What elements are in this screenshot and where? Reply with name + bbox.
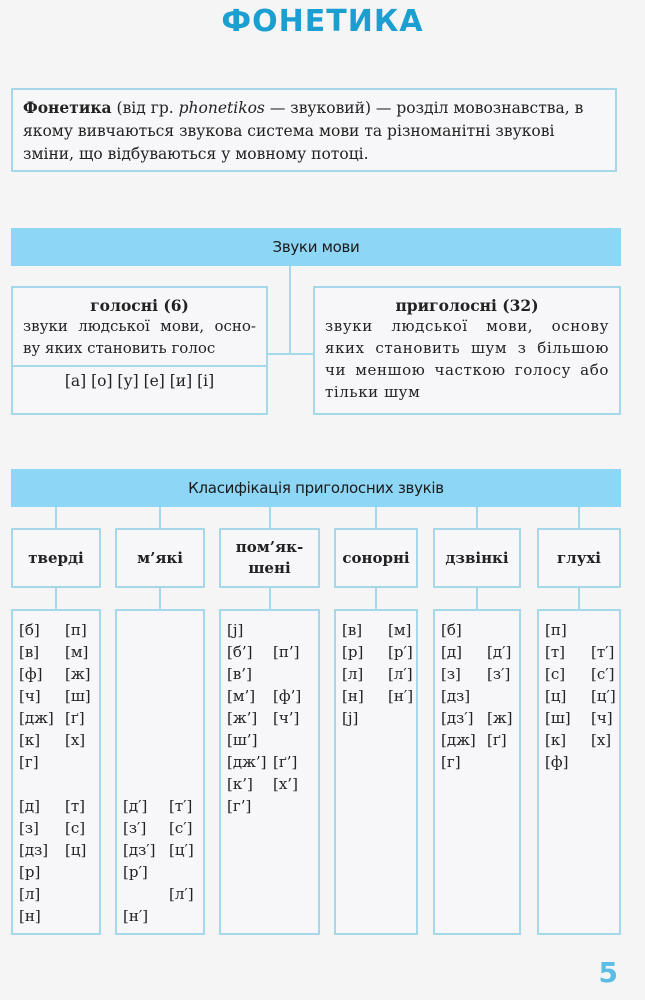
sound-row [342, 641, 416, 663]
sound: [л] [342, 665, 364, 683]
sound-row [19, 817, 99, 839]
sound: [п’] [273, 643, 300, 661]
sound-row [227, 663, 318, 685]
sound-row [123, 751, 203, 773]
sound-row [545, 751, 619, 773]
sound [19, 773, 65, 795]
sound-row [19, 729, 99, 751]
consonants-description: звуки людської мови, основу яких становить шум з більшою чи меншою часткою голосу або тільки шум [325, 317, 609, 401]
sound: [р] [342, 643, 364, 661]
sound-row [545, 663, 619, 685]
sound: [j] [342, 709, 359, 727]
sound-row [123, 685, 203, 707]
sound: [ж’] [227, 709, 258, 727]
sound-row [19, 839, 99, 861]
category-label: тверді [28, 548, 84, 567]
sounds-header: Звуки мови [11, 228, 621, 266]
category-1 [115, 528, 205, 588]
sound [123, 729, 169, 751]
sound: [ч] [591, 709, 613, 727]
sound: [ц] [65, 841, 87, 859]
sound: [з′] [123, 819, 147, 837]
category-2 [219, 528, 320, 588]
sound: [ш] [545, 709, 571, 727]
sound: [ш] [65, 687, 91, 705]
sound-row [227, 707, 318, 729]
definition-part1: (від гр. [111, 99, 179, 117]
sounds-list-0 [11, 609, 101, 935]
sound-row [441, 707, 519, 729]
sound: [т] [545, 643, 566, 661]
sound: [х’] [273, 775, 298, 793]
sound: [к] [19, 731, 41, 749]
sound: [д′] [487, 643, 512, 661]
sound: [j] [227, 621, 244, 639]
sound: [н] [342, 687, 364, 705]
sound: [д] [19, 797, 40, 815]
vowels-title: голосні (6) [90, 296, 189, 315]
sound: [ц′] [169, 841, 194, 859]
sound: [г’] [227, 797, 252, 815]
sound-row [19, 883, 99, 905]
sound: [дз′] [123, 841, 156, 859]
sounds-list-5 [537, 609, 621, 935]
sounds-list-2 [219, 609, 320, 935]
sound: [н′] [123, 907, 149, 925]
sound-row [342, 685, 416, 707]
connector-line [476, 507, 478, 528]
sound-row [342, 619, 416, 641]
category-label: глухі [556, 548, 601, 567]
sound: [р] [19, 863, 41, 881]
sound-row [19, 619, 99, 641]
sound-row [123, 641, 203, 663]
sound: [н′] [388, 687, 414, 705]
category-label: пом’як- шені [235, 538, 304, 577]
sound: [м] [388, 621, 412, 639]
sound-row [441, 751, 519, 773]
sound: [ф’] [273, 687, 302, 705]
category-3 [334, 528, 418, 588]
sound-row [123, 773, 203, 795]
sound-row [123, 795, 203, 817]
connector-line [269, 507, 271, 528]
definition-etymology: phonetikos [178, 99, 265, 117]
sound: [г] [441, 753, 461, 771]
sound-row [342, 663, 416, 685]
sound: [с] [545, 665, 566, 683]
sound [123, 751, 169, 773]
vowels-description: звуки людської мови, осно-ву яких становить голос [23, 317, 256, 357]
connector-line [159, 507, 161, 528]
category-0 [11, 528, 101, 588]
sounds-list-4 [433, 609, 521, 935]
sound [123, 883, 169, 905]
sound: [л′] [169, 885, 194, 903]
sound-row [19, 641, 99, 663]
sound-row [123, 817, 203, 839]
vowels-box [11, 286, 268, 415]
sound-row [545, 729, 619, 751]
sound: [в’] [227, 665, 252, 683]
connector-line [159, 588, 161, 609]
consonants-box [313, 286, 621, 415]
sound: [ц] [545, 687, 567, 705]
definition-term: Фонетика [23, 98, 112, 117]
sound [123, 663, 169, 685]
definition-part2: — звуковий) — розділ мовознавства, в якому вивчаються звукова система мови та різноманітні звукові зміни, що відбуваються у мовному потоці. [23, 99, 584, 163]
consonants-title: приголосні (32) [395, 296, 539, 315]
sound-row [123, 883, 203, 905]
sound: [т] [65, 797, 86, 815]
sound: [с′] [591, 665, 615, 683]
sound: [ч] [19, 687, 41, 705]
sound: [с′] [169, 819, 193, 837]
sound-row [441, 663, 519, 685]
connector-line [578, 507, 580, 528]
sound-row [123, 729, 203, 751]
sound: [ж] [487, 709, 513, 727]
sound-row [227, 751, 318, 773]
sound-row [123, 905, 203, 927]
sound: [т′] [591, 643, 615, 661]
sound-row [545, 641, 619, 663]
sound-row [123, 839, 203, 861]
sound: [в] [19, 643, 40, 661]
sound: [г] [19, 753, 39, 771]
vowels-list: [а] [о] [у] [е] [и] [і] [64, 372, 215, 390]
sound: [л] [19, 885, 41, 903]
sound: [з] [441, 665, 461, 683]
sound: [ґ] [487, 731, 507, 749]
category-label: дзвінкі [445, 548, 509, 567]
sound: [т′] [169, 797, 193, 815]
sound-row [19, 707, 99, 729]
page-number: 5 [598, 956, 618, 989]
sound-row [19, 663, 99, 685]
sound: [дз] [441, 687, 471, 705]
sound: [б] [441, 621, 462, 639]
category-label: м’які [137, 548, 183, 567]
sound: [ф] [19, 665, 43, 683]
sound-row [227, 795, 318, 817]
category-4 [433, 528, 521, 588]
sound: [ж] [65, 665, 91, 683]
sound-row [441, 641, 519, 663]
sound: [дж’] [227, 753, 267, 771]
sound: [с] [65, 819, 86, 837]
sound-row [227, 729, 318, 751]
connector-line [289, 266, 291, 354]
connector-line [578, 588, 580, 609]
sound: [к’] [227, 775, 253, 793]
connector-line [267, 353, 313, 355]
sound-row [123, 707, 203, 729]
sound: [р′] [388, 643, 413, 661]
sounds-list-1 [115, 609, 205, 935]
classification-header: Класифікація приголосних звуків [11, 469, 621, 507]
sound: [д′] [123, 797, 148, 815]
sound: [з′] [487, 665, 511, 683]
sound [123, 707, 169, 729]
category-label: сонорні [342, 548, 410, 567]
sound-row [227, 641, 318, 663]
sound-row [545, 685, 619, 707]
sound-row [227, 685, 318, 707]
sound: [б] [19, 621, 40, 639]
sound: [п] [65, 621, 87, 639]
sound-row [19, 861, 99, 883]
sound-row [441, 619, 519, 641]
connector-line [55, 588, 57, 609]
sound: [дж] [19, 709, 54, 727]
sound: [ч’] [273, 709, 300, 727]
sounds-list-3 [334, 609, 418, 935]
sound: [б’] [227, 643, 253, 661]
sound: [дж] [441, 731, 476, 749]
sound: [ф] [545, 753, 569, 771]
sound-row [441, 685, 519, 707]
sound: [х] [65, 731, 86, 749]
sound: [х] [591, 731, 612, 749]
sound-row [19, 685, 99, 707]
sound-row [19, 773, 99, 795]
sound: [м’] [227, 687, 256, 705]
sound: [ш’] [227, 731, 258, 749]
sound: [дз′] [441, 709, 474, 727]
sound: [к] [545, 731, 567, 749]
sound: [м] [65, 643, 89, 661]
sound [123, 619, 169, 641]
sound-row [342, 707, 416, 729]
sound-row [123, 861, 203, 883]
sound: [д] [441, 643, 462, 661]
sound-row [227, 619, 318, 641]
sound: [п] [545, 621, 567, 639]
sound [123, 773, 169, 795]
sound-row [19, 905, 99, 927]
sound-row [545, 707, 619, 729]
sound: [р′] [123, 863, 148, 881]
page-title: ФОНЕТИКА [221, 4, 424, 39]
sound-row [123, 663, 203, 685]
connector-line [476, 588, 478, 609]
sound: [ґ] [65, 709, 85, 727]
sound-row [227, 773, 318, 795]
sound: [в] [342, 621, 363, 639]
connector-line [55, 507, 57, 528]
category-5 [537, 528, 621, 588]
connector-line [375, 507, 377, 528]
sound-row [19, 795, 99, 817]
sound: [дз] [19, 841, 49, 859]
sound: [ц′] [591, 687, 616, 705]
sound: [н] [19, 907, 41, 925]
connector-line [269, 588, 271, 609]
sound-row [123, 619, 203, 641]
sound: [з] [19, 819, 39, 837]
sound [123, 685, 169, 707]
sound-row [545, 619, 619, 641]
divider [13, 365, 266, 367]
connector-line [375, 588, 377, 609]
sound-row [19, 751, 99, 773]
definition-box [11, 88, 617, 172]
sound [123, 641, 169, 663]
sound-row [441, 729, 519, 751]
sound: [ґ’] [273, 753, 298, 771]
sound: [л′] [388, 665, 413, 683]
